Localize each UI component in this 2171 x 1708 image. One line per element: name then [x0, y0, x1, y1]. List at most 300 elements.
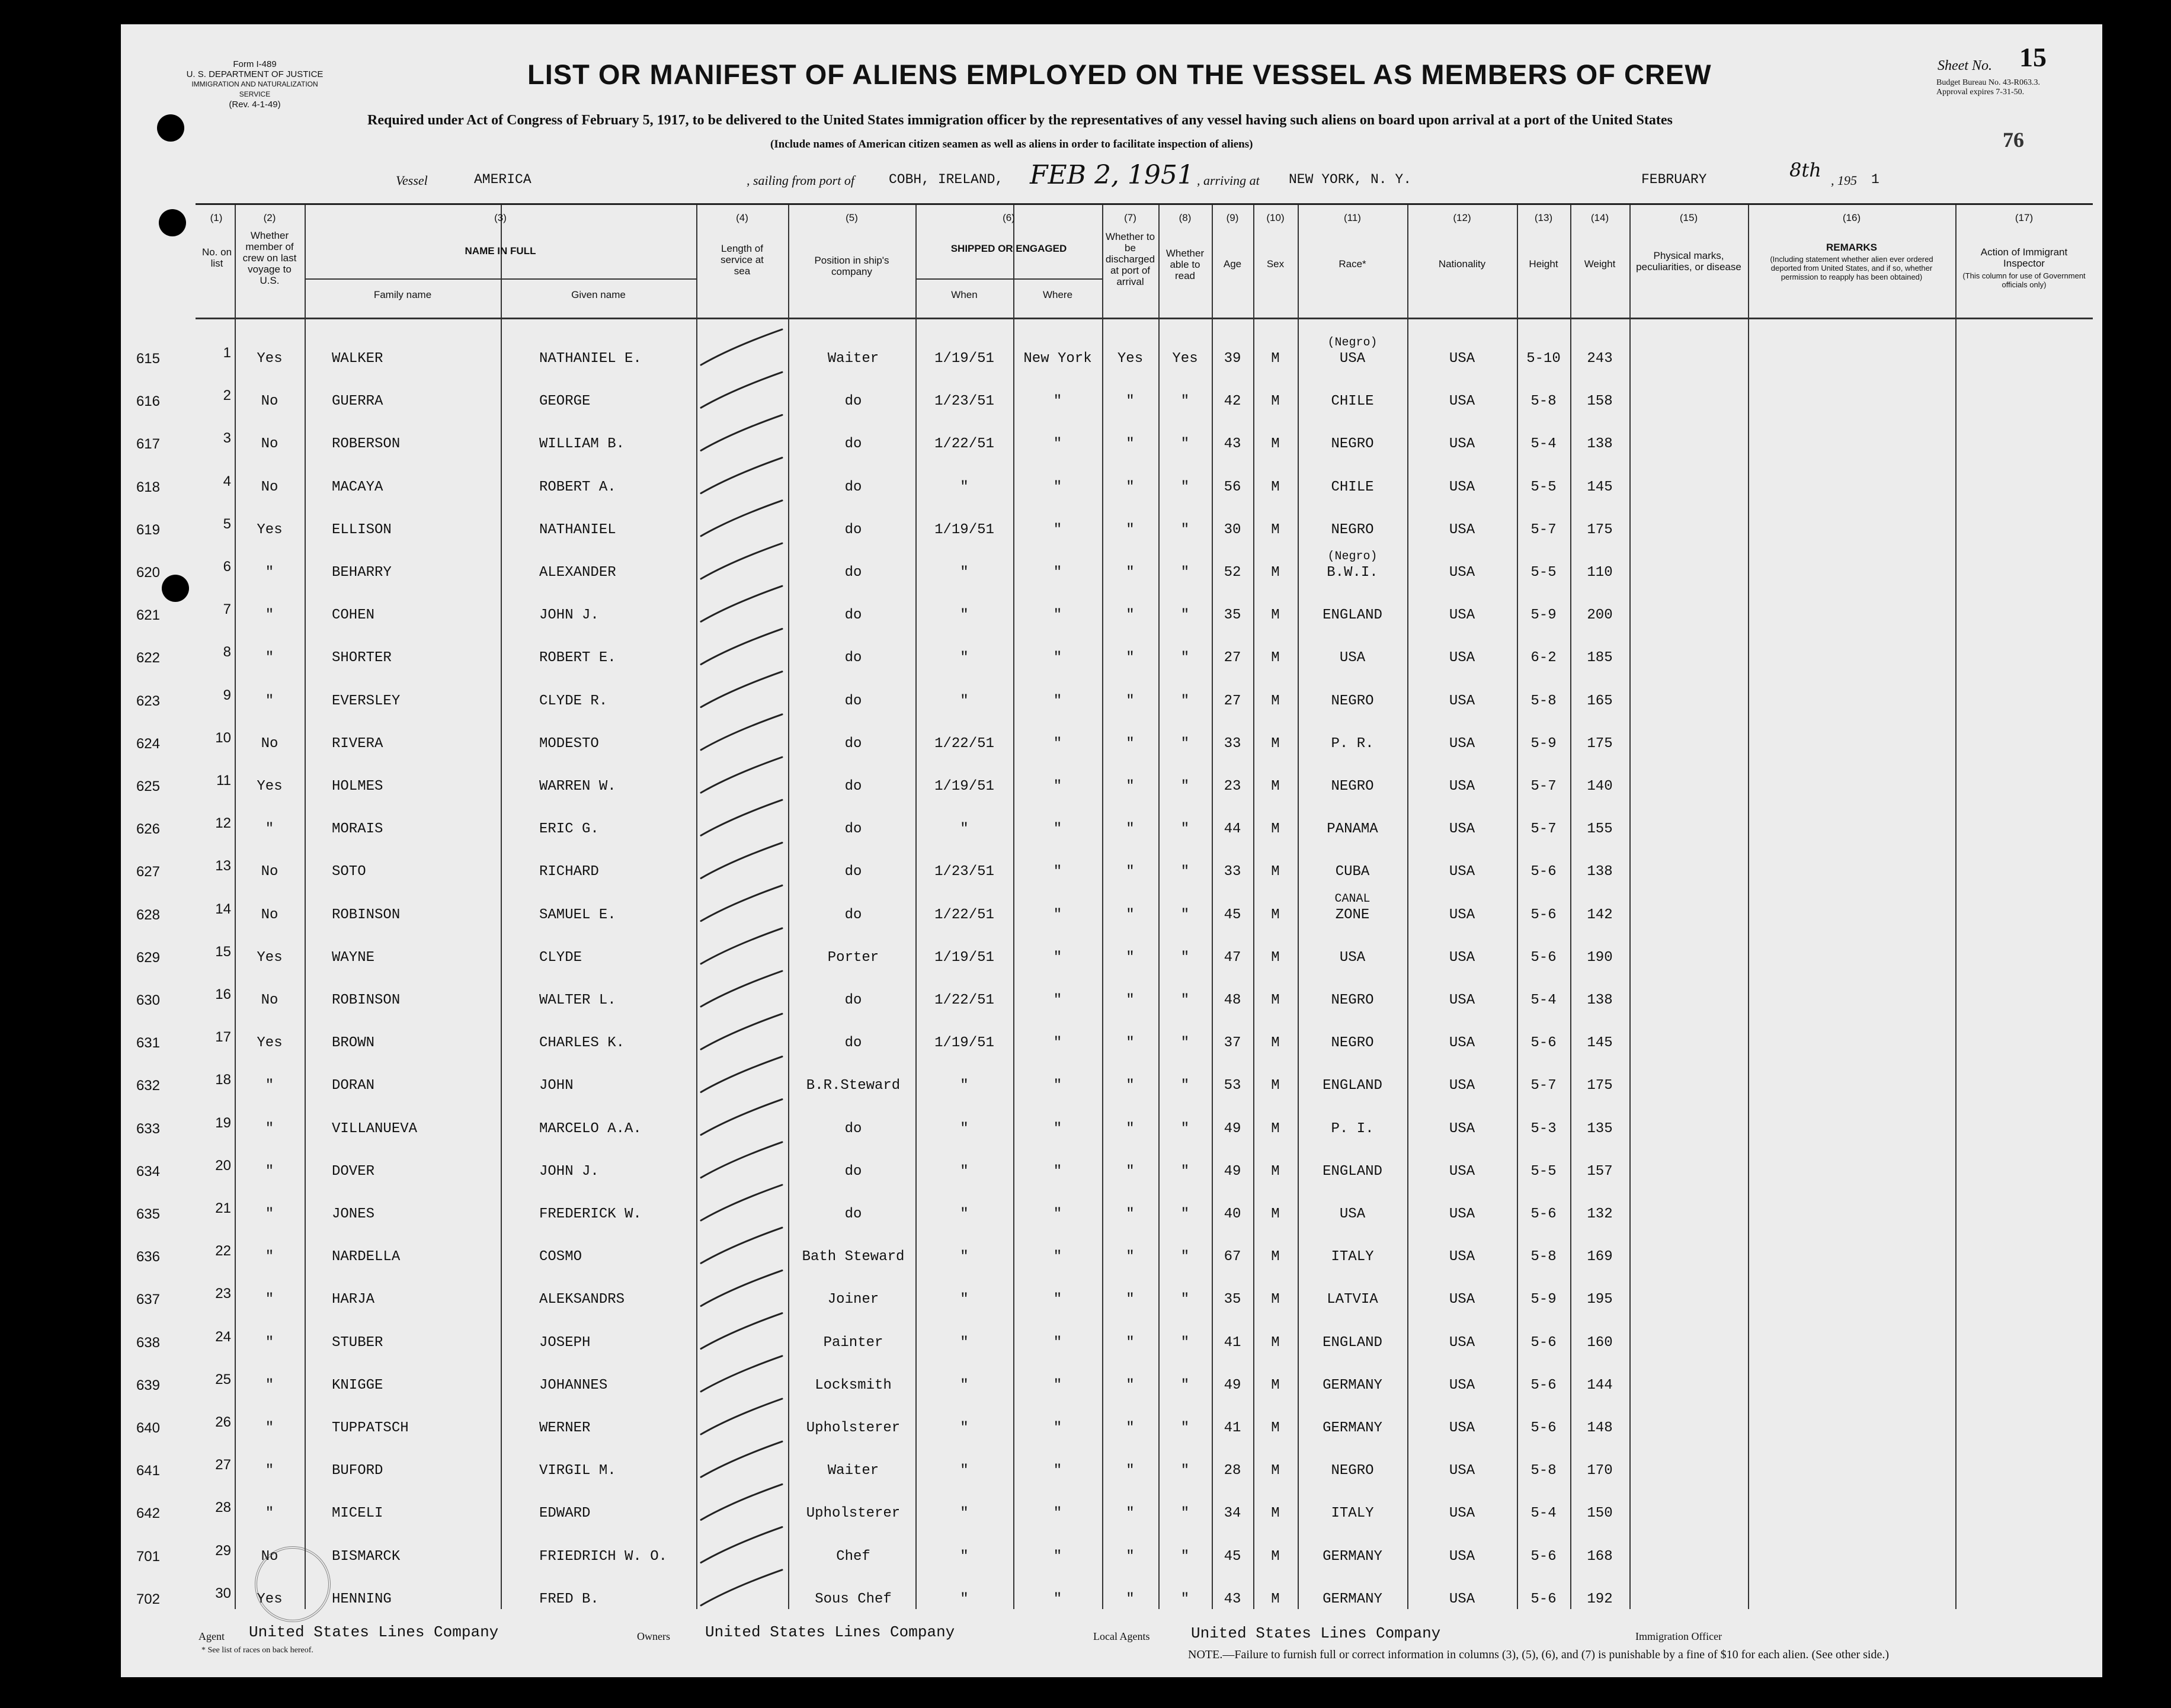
cell-sex: M [1271, 735, 1280, 752]
arrival-port: NEW YORK, N. Y. [1289, 172, 1412, 187]
cell-position: do [844, 992, 862, 1008]
cell-given: FRED B. [539, 1591, 599, 1607]
cell-prev: Yes [257, 521, 283, 538]
cell-age: 67 [1224, 1249, 1241, 1265]
cell-no: 15 [215, 943, 231, 960]
cell-race: NEGRO [1331, 992, 1374, 1008]
cell-given: RICHARD [539, 864, 599, 880]
cell-family: ROBINSON [332, 992, 401, 1008]
table-row [136, 1192, 2093, 1235]
cell-age: 23 [1224, 778, 1241, 794]
cell-family: VILLANUEVA [332, 1120, 418, 1137]
cell-read: Yes [1172, 351, 1198, 367]
cell-position: Upholsterer [806, 1420, 901, 1436]
cell-where: " [1053, 1078, 1062, 1094]
table-row [136, 465, 2093, 508]
cell-read: " [1180, 992, 1190, 1008]
cell-family: ELLISON [332, 521, 392, 538]
cell-sex: M [1271, 1206, 1280, 1222]
cell-weight: 170 [1587, 1463, 1613, 1479]
cell-weight: 144 [1587, 1377, 1613, 1393]
cell-no: 5 [223, 515, 231, 532]
cell-read: " [1180, 1292, 1190, 1308]
cell-age: 44 [1224, 821, 1241, 838]
cell-prev: No [261, 992, 278, 1008]
cell-race: ENGLAND [1323, 1163, 1382, 1180]
cell-ref: 702 [136, 1591, 160, 1607]
cell-weight: 110 [1587, 565, 1613, 581]
cell-position: Upholsterer [806, 1505, 901, 1522]
cell-sex: M [1271, 1292, 1280, 1308]
cell-no: 10 [215, 729, 231, 746]
arrival-year-digit: 1 [1871, 172, 1879, 187]
table-row [136, 636, 2093, 678]
cell-given: WALTER L. [539, 992, 616, 1008]
cell-discharged: " [1126, 821, 1135, 838]
cell-ref: 615 [136, 351, 160, 367]
cell-family: TUPPATSCH [332, 1420, 409, 1436]
col-num-3: (3) [494, 212, 507, 223]
cell-prev: " [265, 1420, 274, 1436]
cell-family: COHEN [332, 607, 375, 624]
cell-position: Sous Chef [815, 1591, 892, 1607]
cell-when: " [960, 1377, 969, 1393]
cell-family: DOVER [332, 1163, 375, 1180]
cell-height: 5-3 [1530, 1120, 1557, 1137]
cell-ref: 638 [136, 1334, 160, 1351]
cell-weight: 175 [1587, 1078, 1613, 1094]
cell-no: 4 [223, 473, 231, 489]
cell-ref: 631 [136, 1035, 160, 1052]
cell-when: " [960, 607, 969, 624]
cell-discharged: " [1126, 436, 1135, 453]
cell-sex: M [1271, 351, 1280, 367]
cell-when: 1/22/51 [934, 992, 994, 1008]
cell-sex: M [1271, 778, 1280, 794]
cell-when: " [960, 1249, 969, 1265]
cell-ref: 628 [136, 906, 160, 923]
cell-prev: " [265, 607, 274, 624]
cell-when: " [960, 1206, 969, 1222]
cell-where: " [1053, 650, 1062, 666]
cell-weight: 148 [1587, 1420, 1613, 1436]
cell-discharged: Yes [1117, 351, 1144, 367]
cell-ref: 622 [136, 650, 160, 666]
cell-given: ERIC G. [539, 821, 599, 838]
cell-given: COSMO [539, 1249, 582, 1265]
cell-position: do [844, 479, 862, 495]
service-check-stroke [701, 1270, 782, 1306]
service-check-strokes [696, 318, 788, 1609]
cell-race: USA [1339, 1206, 1366, 1222]
cell-given: NATHANIEL E. [539, 351, 642, 367]
cell-when: " [960, 1505, 969, 1522]
cell-when: 1/19/51 [934, 351, 994, 367]
cell-ref: 641 [136, 1463, 160, 1479]
cell-read: " [1180, 479, 1190, 495]
header-bottom-rule [196, 318, 2093, 319]
service-check-stroke [701, 842, 782, 878]
service-check-stroke [701, 1484, 782, 1520]
service-check-stroke [701, 928, 782, 964]
cell-height: 5-10 [1526, 351, 1561, 367]
cell-prev: No [261, 906, 278, 923]
cell-sex: M [1271, 1548, 1280, 1565]
cell-no: 27 [215, 1457, 231, 1473]
cell-race: NEGRO [1331, 778, 1374, 794]
table-row [136, 508, 2093, 550]
cell-given: JOHN J. [539, 1163, 599, 1180]
cell-no: 1 [223, 345, 231, 361]
cell-race: P. R. [1331, 735, 1374, 752]
cell-when: " [960, 1163, 969, 1180]
cell-age: 41 [1224, 1420, 1241, 1436]
cell-read: " [1180, 949, 1190, 966]
cell-weight: 132 [1587, 1206, 1613, 1222]
cell-where: " [1053, 1249, 1062, 1265]
cell-height: 5-7 [1530, 778, 1557, 794]
cell-no: 30 [215, 1585, 231, 1601]
col-header-physical-marks: Physical marks, peculiarities, or disease [1636, 250, 1741, 273]
cell-position: Bath Steward [802, 1249, 905, 1265]
cell-read: " [1180, 607, 1190, 624]
service-check-stroke [701, 543, 782, 579]
agent-prefix: Agent [198, 1630, 225, 1642]
cell-nationality: USA [1449, 1505, 1475, 1522]
cell-age: 37 [1224, 1035, 1241, 1052]
cell-ref: 627 [136, 864, 160, 880]
cell-sex: M [1271, 1505, 1280, 1522]
cell-ref: 636 [136, 1249, 160, 1265]
cell-weight: 150 [1587, 1505, 1613, 1522]
cell-age: 43 [1224, 1591, 1241, 1607]
cell-ref: 619 [136, 521, 160, 538]
cell-weight: 142 [1587, 906, 1613, 923]
cell-race: GERMANY [1323, 1548, 1382, 1565]
service-check-stroke [701, 1356, 782, 1392]
cell-race: LATVIA [1327, 1292, 1378, 1308]
service-check-stroke [701, 672, 782, 707]
table-row [136, 935, 2093, 978]
cell-age: 34 [1224, 1505, 1241, 1522]
cell-discharged: " [1126, 735, 1135, 752]
cell-family: BISMARCK [332, 1548, 401, 1565]
table-row [136, 978, 2093, 1021]
cell-nationality: USA [1449, 1334, 1475, 1351]
cell-given: MARCELO A.A. [539, 1120, 642, 1137]
cell-when: 1/22/51 [934, 906, 994, 923]
cell-read: " [1180, 650, 1190, 666]
cell-read: " [1180, 693, 1190, 709]
cell-prev: " [265, 565, 274, 581]
cell-read: " [1180, 393, 1190, 410]
cell-sex: M [1271, 1249, 1280, 1265]
cell-ref: 620 [136, 565, 160, 581]
cell-family: ROBINSON [332, 906, 401, 923]
cell-race: USA [1339, 949, 1366, 966]
col-num-9: (9) [1226, 212, 1239, 223]
cell-where: " [1053, 1463, 1062, 1479]
sailing-label: , sailing from port of [747, 173, 854, 188]
punch-hole-2 [159, 209, 186, 236]
cell-race: GERMANY [1323, 1377, 1382, 1393]
cell-age: 45 [1224, 1548, 1241, 1565]
cell-discharged: " [1126, 864, 1135, 880]
cell-family: BUFORD [332, 1463, 383, 1479]
cell-position: Painter [823, 1334, 883, 1351]
cell-read: " [1180, 521, 1190, 538]
cell-height: 5-7 [1530, 821, 1557, 838]
service-check-stroke [701, 1142, 782, 1178]
service-check-stroke [701, 586, 782, 621]
cell-ref: 637 [136, 1292, 160, 1308]
cell-given: EDWARD [539, 1505, 591, 1522]
col-header-inspector: Action of Immigrant Inspector [1980, 246, 2068, 269]
table-row [136, 1063, 2093, 1106]
cell-weight: 160 [1587, 1334, 1613, 1351]
cell-weight: 165 [1587, 693, 1613, 709]
cell-sex: M [1271, 821, 1280, 838]
cell-family: HARJA [332, 1292, 375, 1308]
cell-sex: M [1271, 521, 1280, 538]
cell-ref: 639 [136, 1377, 160, 1393]
table-row [136, 336, 2093, 379]
cell-prev: No [261, 735, 278, 752]
cell-prev: Yes [257, 949, 283, 966]
cell-discharged: " [1126, 693, 1135, 709]
cell-weight: 138 [1587, 436, 1613, 453]
cell-weight: 135 [1587, 1120, 1613, 1137]
cell-discharged: " [1126, 479, 1135, 495]
cell-weight: 200 [1587, 607, 1613, 624]
cell-no: 7 [223, 601, 231, 618]
cell-family: SHORTER [332, 650, 392, 666]
revision: (Rev. 4-1-49) [229, 100, 281, 110]
service-check-stroke [701, 1527, 782, 1563]
cell-nationality: USA [1449, 821, 1475, 838]
col-header-sex: Sex [1266, 258, 1285, 270]
cell-position: do [844, 1120, 862, 1137]
cell-age: 48 [1224, 992, 1241, 1008]
cell-read: " [1180, 1420, 1190, 1436]
cell-no: 23 [215, 1286, 231, 1302]
cell-age: 35 [1224, 1292, 1241, 1308]
cell-race: GERMANY [1323, 1420, 1382, 1436]
cell-prev: " [265, 1292, 274, 1308]
service-check-stroke [701, 1399, 782, 1434]
service-check-stroke [701, 372, 782, 408]
cell-family: STUBER [332, 1334, 383, 1351]
cell-when: " [960, 1292, 969, 1308]
cell-position: Chef [836, 1548, 870, 1565]
cell-nationality: USA [1449, 479, 1475, 495]
cell-family: HOLMES [332, 778, 383, 794]
owners-name: United States Lines Company [705, 1623, 955, 1641]
cell-sex: M [1271, 1420, 1280, 1436]
cell-age: 53 [1224, 1078, 1241, 1094]
table-row [136, 1449, 2093, 1491]
col-header-race: Race* [1339, 258, 1366, 270]
cell-height: 5-7 [1530, 521, 1557, 538]
cell-where: " [1053, 778, 1062, 794]
cell-height: 5-6 [1530, 1334, 1557, 1351]
cell-nationality: USA [1449, 693, 1475, 709]
table-row [136, 1406, 2093, 1449]
cell-position: do [844, 521, 862, 538]
table-row [136, 892, 2093, 935]
cell-nationality: USA [1449, 906, 1475, 923]
department: U. S. DEPARTMENT OF JUSTICE [186, 69, 324, 79]
cell-when: " [960, 821, 969, 838]
cell-position: do [844, 906, 862, 923]
cell-family: SOTO [332, 864, 366, 880]
cell-family: HENNING [332, 1591, 392, 1607]
cell-read: " [1180, 864, 1190, 880]
table-row [136, 1107, 2093, 1149]
cell-family: EVERSLEY [332, 693, 401, 709]
cell-nationality: USA [1449, 1377, 1475, 1393]
cell-given: GEORGE [539, 393, 591, 410]
cell-nationality: USA [1449, 864, 1475, 880]
cell-height: 5-6 [1530, 1377, 1557, 1393]
cell-given: ALEKSANDRS [539, 1292, 625, 1308]
col-header-list-no: No. on list [201, 246, 232, 269]
cell-nationality: USA [1449, 778, 1475, 794]
col-header-read: Whether able to read [1165, 248, 1205, 281]
cell-ref: 624 [136, 735, 160, 752]
cell-race: NEGRO [1331, 521, 1374, 538]
races-note: * See list of races on back hereof. [201, 1646, 313, 1655]
cell-race: ENGLAND [1323, 1078, 1382, 1094]
cell-age: 41 [1224, 1334, 1241, 1351]
cell-position: do [844, 821, 862, 838]
cell-when: 1/19/51 [934, 1035, 994, 1052]
cell-family: RIVERA [332, 735, 383, 752]
cell-nationality: USA [1449, 565, 1475, 581]
cell-given: WERNER [539, 1420, 591, 1436]
cell-family: MORAIS [332, 821, 383, 838]
cell-nationality: USA [1449, 1035, 1475, 1052]
col-num-8: (8) [1179, 212, 1192, 223]
cell-height: 5-9 [1530, 607, 1557, 624]
page-subtitle-note: (Include names of American citizen seamen as well as aliens in order to facilitate inspection of aliens) [770, 138, 1253, 150]
cell-height: 5-5 [1530, 1163, 1557, 1180]
cell-position: Porter [827, 949, 879, 966]
cell-age: 43 [1224, 436, 1241, 453]
col-num-4: (4) [736, 212, 748, 223]
cell-discharged: " [1126, 393, 1135, 410]
service-check-stroke [701, 1056, 782, 1092]
cell-height: 5-8 [1530, 1249, 1557, 1265]
crew-table [136, 203, 2093, 1609]
col-header-remarks: REMARKS [1826, 242, 1877, 253]
cell-no: 18 [215, 1072, 231, 1088]
cell-position: do [844, 735, 862, 752]
cell-where: " [1053, 992, 1062, 1008]
cell-height: 5-8 [1530, 693, 1557, 709]
cell-ref: 616 [136, 393, 160, 410]
cell-no: 20 [215, 1157, 231, 1174]
cell-where: " [1053, 1505, 1062, 1522]
cell-family: JONES [332, 1206, 375, 1222]
sheet-label: Sheet No. [1938, 58, 1992, 73]
cell-discharged: " [1126, 949, 1135, 966]
cell-where: " [1053, 735, 1062, 752]
cell-position: do [844, 864, 862, 880]
cell-no: 11 [216, 773, 231, 789]
cell-where: " [1053, 565, 1062, 581]
cell-read: " [1180, 1249, 1190, 1265]
cell-no: 9 [223, 687, 231, 703]
cell-sex: M [1271, 650, 1280, 666]
cell-race-note: (Negro) [1327, 336, 1378, 350]
cell-prev: " [265, 1206, 274, 1222]
cell-weight: 155 [1587, 821, 1613, 838]
cell-prev: Yes [257, 1591, 283, 1607]
col-header-family-name: Family name [373, 289, 432, 300]
cell-height: 5-5 [1530, 479, 1557, 495]
cell-age: 42 [1224, 393, 1241, 410]
table-row [136, 722, 2093, 764]
cell-ref: 623 [136, 693, 160, 709]
cell-sex: M [1271, 1163, 1280, 1180]
cell-discharged: " [1126, 1591, 1135, 1607]
cell-no: 25 [215, 1371, 231, 1387]
cell-given: JOSEPH [539, 1334, 591, 1351]
cell-nationality: USA [1449, 1463, 1475, 1479]
col-header-inspector-note: (This column for use of Government officials only) [1962, 271, 2086, 289]
cell-ref: 635 [136, 1206, 160, 1222]
table-row [136, 422, 2093, 464]
cell-prev: " [265, 1463, 274, 1479]
cell-family: WALKER [332, 351, 383, 367]
col-num-7: (7) [1124, 212, 1136, 223]
cell-ref: 617 [136, 436, 160, 453]
arrival-month: FEBRUARY [1641, 172, 1707, 187]
cell-when: " [960, 1078, 969, 1094]
approval-line: Approval expires 7-31-50. [1936, 88, 2025, 97]
col-num-12: (12) [1453, 212, 1471, 223]
cell-race: PANAMA [1327, 821, 1378, 838]
cell-age: 40 [1224, 1206, 1241, 1222]
cell-sex: M [1271, 949, 1280, 966]
service-check-stroke [701, 714, 782, 750]
cell-where: " [1053, 949, 1062, 966]
budget-info [1936, 78, 2040, 97]
cell-when: " [960, 1420, 969, 1436]
cell-read: " [1180, 1163, 1190, 1180]
cell-no: 2 [223, 387, 231, 404]
cell-height: 5-9 [1530, 1292, 1557, 1308]
cell-height: 5-6 [1530, 1206, 1557, 1222]
col-header-discharged: Whether to be discharged at port of arrival [1105, 231, 1155, 287]
cell-age: 49 [1224, 1120, 1241, 1137]
cell-age: 33 [1224, 864, 1241, 880]
col-num-13: (13) [1534, 212, 1553, 223]
service-check-stroke [701, 886, 782, 921]
cell-where: " [1053, 1548, 1062, 1565]
cell-race: CHILE [1331, 479, 1374, 495]
local-agents-name: United States Lines Company [1191, 1624, 1441, 1642]
cell-where: " [1053, 1292, 1062, 1308]
cell-read: " [1180, 821, 1190, 838]
cell-no: 24 [215, 1328, 231, 1345]
cell-where: " [1053, 1334, 1062, 1351]
cell-nationality: USA [1449, 351, 1475, 367]
punch-hole-3 [162, 575, 189, 602]
cell-height: 5-4 [1530, 1505, 1557, 1522]
cell-height: 5-4 [1530, 992, 1557, 1008]
